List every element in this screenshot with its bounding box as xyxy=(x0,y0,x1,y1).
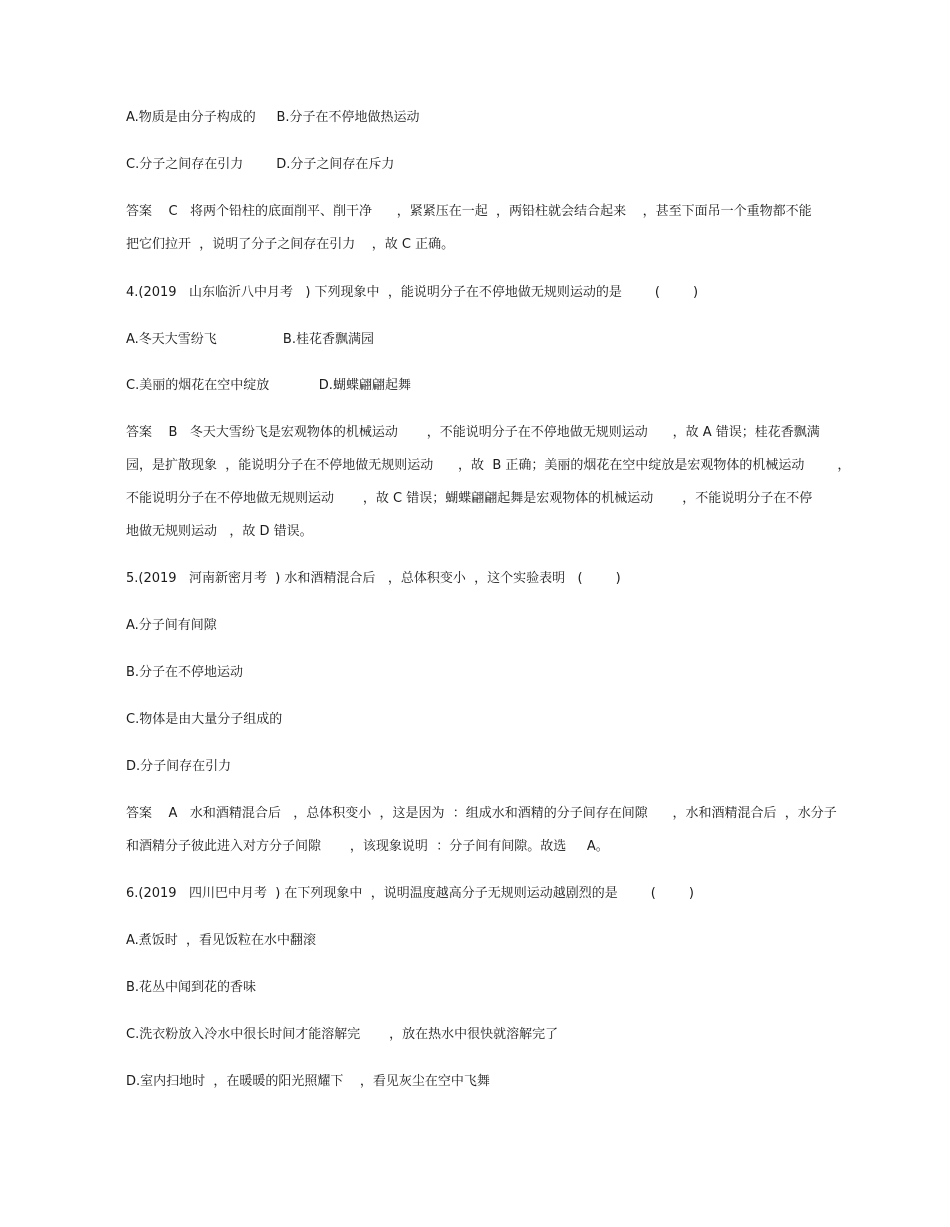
q4-options-ab: A.冬天大雪纷飞 B.桂花香飘满园 xyxy=(126,332,374,347)
q4-answer-line-4: 地做无规则运动 ，故 D 错误。 xyxy=(126,524,313,539)
q3-options-ab: A.物质是由分子构成的 B.分子在不停地做热运动 xyxy=(126,110,420,125)
q5-option-b: B.分子在不停地运动 xyxy=(126,665,244,680)
q6-option-a: A.煮饭时 ，看见饭粒在水中翻滚 xyxy=(126,933,317,948)
q5-option-a: A.分子间有间隙 xyxy=(126,618,217,633)
q5-answer-line-1: 答案 A 水和酒精混合后 ，总体积变小 ，这是因为 ：组成水和酒精的分子间存在间隙 ，水和酒精混合后 ，水分子 xyxy=(126,806,837,821)
q6-option-c: C.洗衣粉放入冷水中很长时间才能溶解完 ，放在热水中很快就溶解完了 xyxy=(126,1027,559,1042)
q4-answer-line-2: 园，是扩散现象 ，能说明分子在不停地做无规则运动 ，故 B 正确；美丽的烟花在空中绽放是宏观物体的机械运动 ， xyxy=(126,458,851,473)
q4-answer-line-3: 不能说明分子在不停地做无规则运动 ，故 C 错误；蝴蝶翩翩起舞是宏观物体的机械运动 ，不能说明分子在不停 xyxy=(126,491,813,506)
q5-stem: 5.(2019 河南新密月考 ) 水和酒精混合后 ，总体积变小 ，这个实验表明 ( ) xyxy=(126,571,621,586)
q3-answer-line-1: 答案 C 将两个铅柱的底面削平、削干净 ，紧紧压在一起 ，两铅柱就会结合起来 ，甚至下面吊一个重物都不能 xyxy=(126,204,812,219)
q4-options-cd: C.美丽的烟花在空中绽放 D.蝴蝶翩翩起舞 xyxy=(126,378,411,393)
q5-option-c: C.物体是由大量分子组成的 xyxy=(126,712,283,727)
q6-option-d: D.室内扫地时 ，在暖暖的阳光照耀下 ，看见灰尘在空中飞舞 xyxy=(126,1074,490,1089)
q6-stem: 6.(2019 四川巴中月考 ) 在下列现象中 ，说明温度越高分子无规则运动越剧烈的是 ( ) xyxy=(126,886,694,901)
q3-options-cd: C.分子之间存在引力 D.分子之间存在斥力 xyxy=(126,157,395,172)
q4-answer-line-1: 答案 B 冬天大雪纷飞是宏观物体的机械运动 ，不能说明分子在不停地做无规则运动 ，故 A 错误；桂花香飘满 xyxy=(126,425,820,440)
q5-answer-line-2: 和酒精分子彼此进入对方分子间隙 ，该现象说明 ：分子间有间隙。故选 A。 xyxy=(126,839,609,854)
q6-option-b: B.花丛中闻到花的香味 xyxy=(126,980,257,995)
q3-answer-line-2: 把它们拉开 ，说明了分子之间存在引力 ，故 C 正确。 xyxy=(126,237,455,252)
q5-option-d: D.分子间存在引力 xyxy=(126,759,232,774)
q4-stem: 4.(2019 山东临沂八中月考 ) 下列现象中 ，能说明分子在不停地做无规则运动的是 ( ) xyxy=(126,285,699,300)
